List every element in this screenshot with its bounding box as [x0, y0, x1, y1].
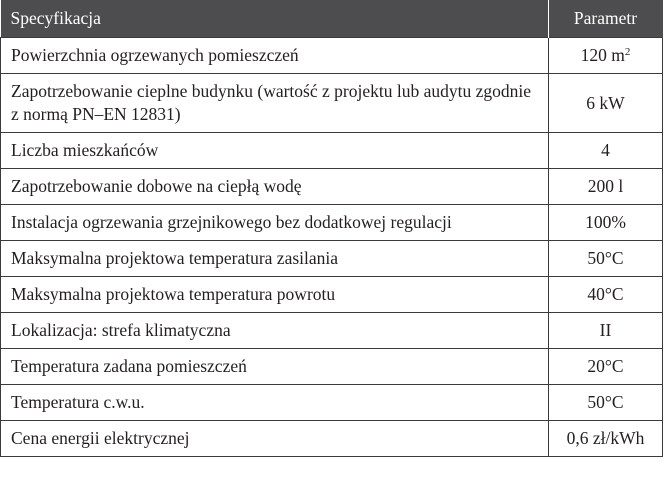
row-value: 100%: [549, 205, 663, 241]
header-specyfikacja: Specyfikacja: [1, 0, 549, 38]
table-row: [1, 205, 663, 241]
row-value: 50°C: [549, 241, 663, 277]
row-label: Instalacja ogrzewania grzejnikowego bez dodatkowej regulacji: [1, 205, 549, 241]
row-label: Maksymalna projektowa temperatura powrotu: [1, 277, 549, 313]
row-label: Cena energii elektrycznej: [1, 421, 549, 457]
table-header-row: [1, 0, 663, 38]
row-value: [549, 38, 663, 74]
row-value: 6 kW: [549, 74, 663, 133]
table-row: [1, 277, 663, 313]
row-value: 20°C: [549, 349, 663, 385]
table-row: [1, 169, 663, 205]
row-label: Lokalizacja: strefa klimatyczna: [1, 313, 549, 349]
table-row: [1, 241, 663, 277]
table-row: [1, 38, 663, 74]
row-label: Zapotrzebowanie dobowe na ciepłą wodę: [1, 169, 549, 205]
row-value: 4: [549, 133, 663, 169]
row-value: II: [549, 313, 663, 349]
table-row: [1, 313, 663, 349]
table-row: [1, 74, 663, 133]
table-row: [1, 133, 663, 169]
row-label: Liczba mieszkańców: [1, 133, 549, 169]
table-row: [1, 421, 663, 457]
header-parametr: Parametr: [549, 0, 663, 38]
row-label: Zapotrzebowanie cieplne budynku (wartość z projektu lub audytu zgodnie z normą PN–EN 12831): [1, 74, 549, 133]
row-value: 50°C: [549, 385, 663, 421]
row-value: 0,6 zł/kWh: [549, 421, 663, 457]
row-value: 200 l: [549, 169, 663, 205]
value-superscript: 2: [624, 46, 631, 58]
row-label: Temperatura c.w.u.: [1, 385, 549, 421]
row-label: Maksymalna projektowa temperatura zasilania: [1, 241, 549, 277]
table-row: [1, 385, 663, 421]
row-value: 40°C: [549, 277, 663, 313]
row-label: Powierzchnia ogrzewanych pomieszczeń: [1, 38, 549, 74]
table-row: [1, 349, 663, 385]
value-text: 120 m: [580, 45, 625, 65]
row-label: Temperatura zadana pomieszczeń: [1, 349, 549, 385]
